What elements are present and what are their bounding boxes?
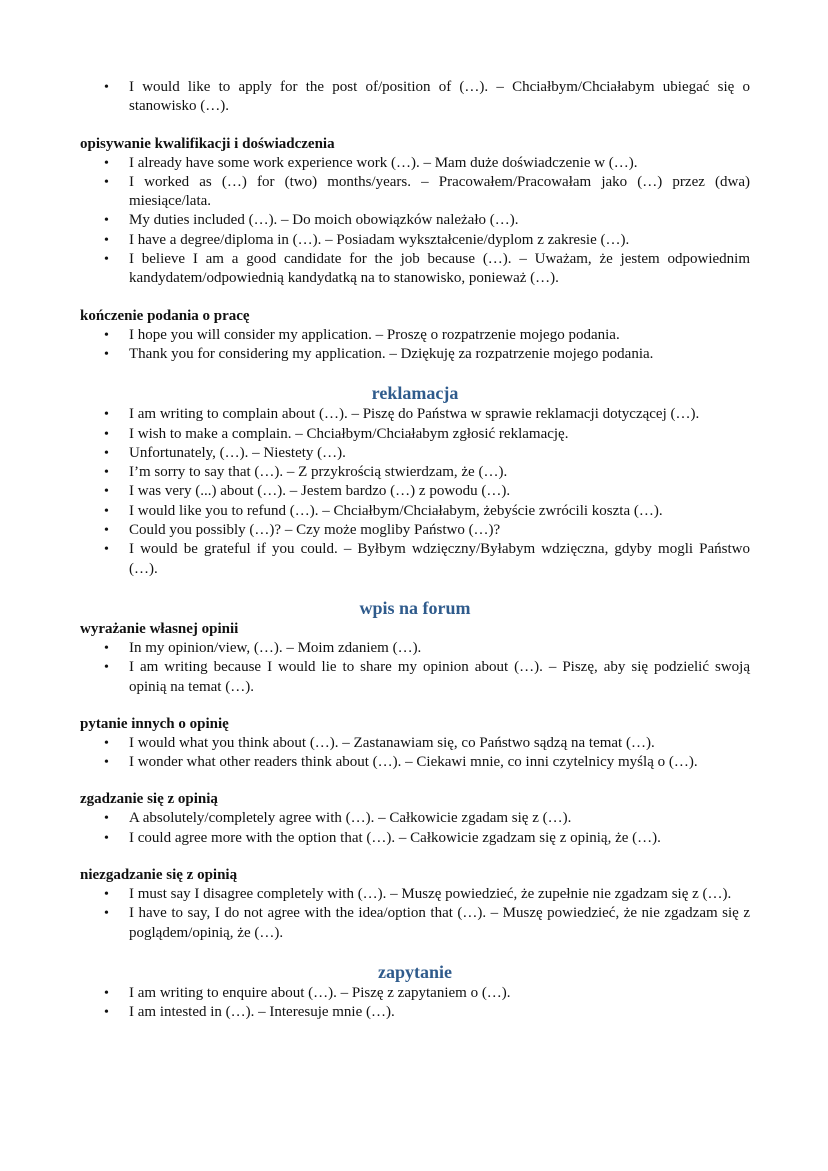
bullet-icon: • [104, 426, 109, 442]
bullet-icon: • [104, 542, 109, 558]
list-item [80, 521, 750, 540]
section-heading: niezgadzanie się z opinią [80, 867, 238, 884]
list-item [80, 829, 750, 848]
bullet-icon: • [104, 155, 109, 171]
bullet-icon: • [104, 640, 109, 656]
phrase-list [80, 984, 750, 1023]
list-item [80, 984, 750, 1003]
phrase-list [80, 78, 750, 117]
list-item [80, 78, 750, 117]
phrase-list [80, 154, 750, 289]
list-item-text: I am writing because I would lie to share my opinion about (…). – Piszę, aby się podzielić swoją opinią na temat (…). [129, 659, 750, 695]
bullet-icon: • [104, 887, 109, 903]
section-title: reklamacja [371, 383, 459, 404]
list-item [80, 425, 750, 444]
section-heading: pytanie innych o opinię [80, 715, 229, 732]
list-item [80, 809, 750, 828]
list-item [80, 540, 750, 579]
section-niezgadzanie-sie-z-opinia [80, 866, 750, 943]
list-item [80, 1003, 750, 1022]
list-item [80, 885, 750, 904]
list-item-text: Could you possibly (…)? – Czy może mogliby Państwo (…)? [129, 522, 501, 539]
list-item [80, 463, 750, 482]
section-wpis-na-forum [80, 597, 750, 619]
list-item [80, 250, 750, 289]
list-item [80, 502, 750, 521]
list-item-text: I could agree more with the option that (…). – Całkowicie zgadzam się z opinią, że (…). [129, 829, 661, 846]
list-item-text: I must say I disagree completely with (…). – Muszę powiedzieć, że zupełnie nie zgadzam się z (…). [129, 886, 732, 903]
list-item-text: Thank you for considering my application. – Dziękuję za rozpatrzenie mojego podania. [129, 345, 654, 362]
bullet-icon: • [104, 660, 109, 676]
phrase-list [80, 809, 750, 848]
list-item-text: I worked as (…) for (two) months/years. – Pracowałem/Pracowałam jako (…) przez (dwa) miesiące/lata. [129, 173, 750, 210]
bullet-icon: • [104, 811, 109, 827]
bullet-icon: • [104, 252, 109, 268]
list-item [80, 211, 750, 230]
list-item [80, 173, 750, 212]
bullet-icon: • [104, 80, 109, 95]
list-item [80, 904, 750, 943]
list-item [80, 482, 750, 501]
list-item-text: I wonder what other readers think about (…). – Ciekawi mnie, co inni czytelnicy myślą o (…). [129, 754, 698, 771]
list-item [80, 231, 750, 250]
list-item-text: I would what you think about (…). – Zastanawiam się, co Państwo sądzą na temat (…). [129, 734, 655, 751]
section-intro [80, 78, 750, 117]
document-content [80, 78, 750, 1023]
section-pytanie-innych-o-opinie [80, 715, 750, 773]
list-item-text: I would be grateful if you could. – Byłbym wdzięczny/Byłabym wdzięczna, gdyby mogli Państwo (…). [129, 541, 750, 577]
bullet-icon: • [104, 906, 109, 922]
list-item [80, 326, 750, 345]
list-item-text: I would like to apply for the post of/position of (…). – Chciałbym/Chciałabym ubiegać się o stanowisko (…). [129, 79, 750, 115]
phrase-list [80, 639, 750, 697]
list-item-text: In my opinion/view, (…). – Moim zdaniem (…). [129, 639, 422, 656]
section-konczenie-podania-o-prace [80, 307, 750, 365]
bullet-icon: • [104, 232, 109, 248]
bullet-icon: • [104, 465, 109, 481]
phrase-list [80, 885, 750, 943]
bullet-icon: • [104, 985, 109, 1001]
bullet-icon: • [104, 735, 109, 751]
list-item-text: My duties included (…). – Do moich obowiązków należało (…). [129, 212, 519, 229]
section-zgadzanie-sie-z-opinia [80, 790, 750, 848]
list-item-text: I hope you will consider my application. – Proszę o rozpatrzenie mojego podania. [129, 326, 620, 343]
list-item-text: I am intested in (…). – Interesuje mnie (…). [129, 1004, 395, 1021]
bullet-icon: • [104, 523, 109, 539]
section-title: wpis na forum [359, 597, 471, 618]
bullet-icon: • [104, 407, 109, 423]
list-item-text: I’m sorry to say that (…). – Z przykrością stwierdzam, że (…). [129, 464, 508, 481]
list-item [80, 753, 750, 772]
list-item-text: I have to say, I do not agree with the idea/option that (…). – Muszę powiedzieć, że nie zgadzam się z poglądem/opinią, że (…). [129, 905, 750, 941]
list-item-text: I am writing to enquire about (…). – Piszę z zapytaniem o (…). [129, 984, 511, 1001]
list-item-text: I have a degree/diploma in (…). – Posiadam wykształcenie/dyplom z zakresie (…). [129, 231, 630, 248]
list-item-text: Unfortunately, (…). – Niestety (…). [129, 444, 346, 461]
bullet-icon: • [104, 213, 109, 229]
section-heading: zgadzanie się z opinią [80, 791, 218, 808]
phrase-list [80, 405, 750, 579]
phrase-list [80, 326, 750, 365]
phrase-list [80, 734, 750, 773]
bullet-icon: • [104, 1005, 109, 1021]
bullet-icon: • [104, 484, 109, 500]
list-item-text: I am writing to complain about (…). – Piszę do Państwa w sprawie reklamacji dotyczącej (…). [129, 406, 700, 423]
list-item [80, 345, 750, 364]
list-item-text: I would like you to refund (…). – Chciałbym/Chciałabym, żebyście zwrócili koszta (…). [129, 502, 663, 519]
section-heading: kończenie podania o pracę [80, 307, 250, 324]
section-wyrazanie-wlasnej-opinii [80, 620, 750, 697]
bullet-icon: • [104, 174, 109, 190]
bullet-icon: • [104, 755, 109, 771]
list-item [80, 405, 750, 424]
section-heading: wyrażanie własnej opinii [80, 620, 239, 637]
bullet-icon: • [104, 346, 109, 362]
bullet-icon: • [104, 327, 109, 343]
list-item [80, 734, 750, 753]
list-item-text: I was very (...) about (…). – Jestem bardzo (…) z powodu (…). [129, 483, 511, 500]
section-reklamacja [80, 382, 750, 579]
bullet-icon: • [104, 445, 109, 461]
bullet-icon: • [104, 503, 109, 519]
list-item-text: I wish to make a complain. – Chciałbym/Chciałabym zgłosić reklamację. [129, 425, 569, 442]
section-heading: opisywanie kwalifikacji i doświadczenia [80, 135, 335, 152]
list-item [80, 444, 750, 463]
list-item-text: I already have some work experience work (…). – Mam duże doświadczenie w (…). [129, 154, 638, 171]
list-item-text: I believe I am a good candidate for the job because (…). – Uważam, że jestem odpowiednim kandydatem/odpowiednią kandydatką na to stanowisko, ponieważ (…). [129, 251, 750, 287]
section-zapytanie [80, 961, 750, 1023]
section-title: zapytanie [378, 961, 452, 982]
section-opisywanie-kwalifikacji-i-doswiadczenia [80, 135, 750, 289]
list-item [80, 154, 750, 173]
bullet-icon: • [104, 830, 109, 846]
list-item-text: A absolutely/completely agree with (…). – Całkowicie zgadam się z (…). [129, 810, 572, 827]
list-item [80, 639, 750, 658]
list-item [80, 658, 750, 697]
